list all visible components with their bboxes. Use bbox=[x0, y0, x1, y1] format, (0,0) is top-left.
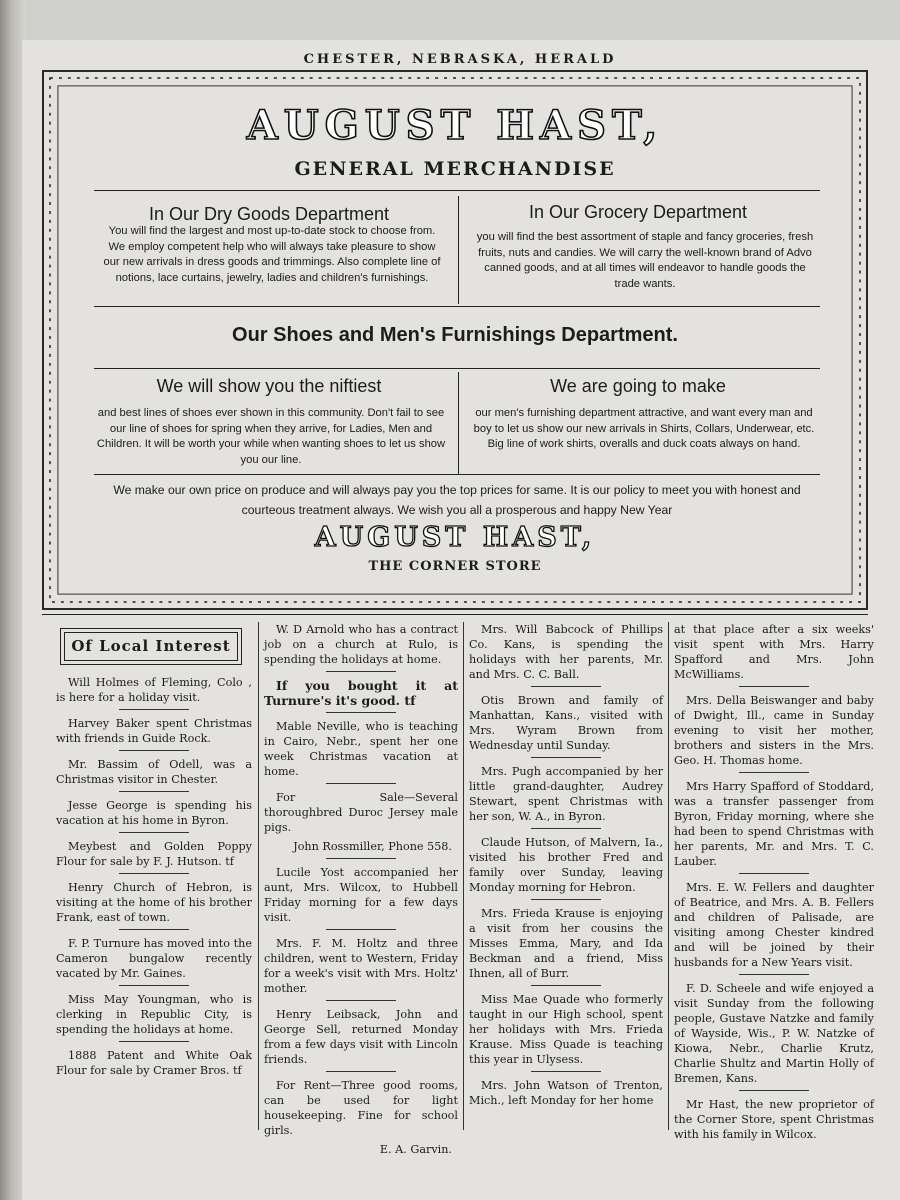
news-item: Claude Hutson, of Malvern, Ia., visited his brother Fred and family over Sunday, leaving Monday morning for Hebron. bbox=[469, 836, 663, 894]
item-separator bbox=[119, 709, 189, 710]
grocery-body: you will find the best assortment of staple and fancy groceries, fresh fruits, nuts and candies. We will carry the well-known brand of Advo canned goods, and at all times will endeavor to handle goods the trade wants. bbox=[476, 231, 814, 290]
news-item: Mrs. F. M. Holtz and three children, went to Western, Friday for a week's visit with Mrs. Holtz' mother. bbox=[264, 937, 458, 995]
item-separator bbox=[119, 985, 189, 986]
item-separator bbox=[739, 686, 809, 687]
news-item: Mrs. Will Babcock of Phillips Co. Kans, is spending the holidays with her parents, Mr. and Mrs. C. C. Ball. bbox=[469, 623, 663, 681]
item-separator bbox=[531, 985, 601, 986]
item-separator bbox=[739, 873, 809, 874]
news-item: If you bought it at Turnure's it's good. tf bbox=[264, 678, 458, 708]
item-separator bbox=[326, 1000, 396, 1001]
column-rule bbox=[668, 622, 669, 1130]
item-separator bbox=[119, 929, 189, 930]
news-item: Mrs Harry Spafford of Stoddard, was a transfer passenger from Byron, Friday morning, where she had been to spend Christmas with her parents, Mr. and Mrs. T. C. Lauber. bbox=[674, 780, 874, 868]
item-separator bbox=[326, 783, 396, 784]
section-rule bbox=[42, 614, 868, 615]
news-item: 1888 Patent and White Oak Flour for sale by Cramer Bros. tf bbox=[56, 1049, 252, 1077]
column-divider bbox=[458, 196, 459, 304]
news-item: Mrs. Pugh accompanied by her little grand-daughter, Audrey Stewart, spent Christmas with her son, W. A., in Byron. bbox=[469, 765, 663, 823]
item-separator bbox=[119, 1041, 189, 1042]
shoes-heading: We will show you the niftiest bbox=[156, 376, 382, 396]
item-separator bbox=[119, 750, 189, 751]
dry-goods-body: You will find the largest and most up-to-date stock to choose from. We employ competent help who will always take pleasure to show our new arrivals in dress goods and trimmings. Also complete line of notions, lace curtains, jewelry, ladies and children's furnishings. bbox=[103, 225, 441, 284]
news-item: W. D Arnold who has a contract job on a church at Rulo, is spending the holidays at home. bbox=[264, 623, 458, 666]
item-separator bbox=[119, 791, 189, 792]
news-item: Mr Hast, the new proprietor of the Corner Store, spent Christmas with his family in Wilcox. bbox=[674, 1098, 874, 1141]
column-rule bbox=[258, 622, 259, 1130]
column-divider bbox=[458, 372, 459, 474]
news-item: Mrs. Frieda Krause is enjoying a visit from her cousins the Misses Emma, Mary, and Ida Beckman and a friend, Miss Ihnen, all of Burr. bbox=[469, 907, 663, 980]
news-item: Mrs. John Watson of Trenton, Mich., left Monday for her home bbox=[469, 1079, 663, 1107]
ad-title: AUGUST HAST, bbox=[246, 102, 664, 149]
item-separator bbox=[326, 929, 396, 930]
grocery-heading: In Our Grocery Department bbox=[528, 202, 748, 222]
ad-subtitle: GENERAL MERCHANDISE bbox=[294, 158, 616, 180]
mens-furnishing-heading: We are going to make bbox=[550, 376, 726, 396]
news-item-signature: E. A. Garvin. bbox=[379, 1143, 452, 1156]
divider-line bbox=[94, 368, 820, 369]
news-item: F. P. Turnure has moved into the Cameron bungalow recently vacated by Mr. Gaines. bbox=[56, 937, 252, 980]
item-separator bbox=[739, 974, 809, 975]
item-separator bbox=[739, 1090, 809, 1091]
newspaper-masthead: CHESTER, NEBRASKA, HERALD bbox=[303, 52, 617, 67]
advertisement-box bbox=[42, 70, 868, 610]
item-separator bbox=[326, 671, 396, 672]
news-item: Otis Brown and family of Manhattan, Kans., visited with Mrs. Wyram Brown from Wednesday until Sunday. bbox=[469, 694, 663, 752]
item-separator bbox=[531, 899, 601, 900]
item-separator bbox=[326, 1071, 396, 1072]
news-item: Miss May Youngman, who is clerking in Republic City, is spending the holidays at home. bbox=[56, 993, 252, 1036]
local-interest-header bbox=[60, 628, 242, 665]
ad-closing-text: We make our own price on produce and will always pay you the top prices for same. It is our policy to meet you with honest and courteous treatment always. We wish you all a prosperous and happy New Year bbox=[113, 483, 801, 517]
ad-footer-subtitle: THE CORNER STORE bbox=[368, 559, 542, 574]
item-separator bbox=[531, 757, 601, 758]
news-item: at that place after a six weeks' visit spent with Mrs. Harry Spafford and Mrs. John McWilliams. bbox=[674, 623, 874, 681]
news-item: Mable Neville, who is teaching in Cairo, Nebr., spent her one week Christmas vacation at home. bbox=[264, 720, 458, 778]
news-item: Henry Leibsack, John and George Sell, returned Monday from a few days visit with Lincoln friends. bbox=[264, 1008, 458, 1066]
item-separator bbox=[531, 1071, 601, 1072]
divider-line bbox=[94, 474, 820, 475]
news-item-signature: John Rossmiller, Phone 558. bbox=[293, 840, 452, 853]
item-separator bbox=[739, 772, 809, 773]
column-rule bbox=[463, 622, 464, 1130]
news-column-1 bbox=[56, 622, 252, 1082]
item-separator bbox=[531, 686, 601, 687]
news-item: Mr. Bassim of Odell, was a Christmas visitor in Chester. bbox=[56, 758, 252, 786]
mens-furnishing-body: our men's furnishing department attractive, and want every man and boy to let us show our new arrivals in Shirts, Collars, Underwear, etc. Big line of work shirts, overalls and duck coats always on hand. bbox=[473, 407, 815, 450]
news-column-3 bbox=[469, 622, 663, 1112]
news-item: Miss Mae Quade who formerly taught in our High school, spent her holidays with Mrs. Frieda Krause. Miss Quade is teaching this year in Ulysess. bbox=[469, 993, 663, 1066]
shoes-department-heading: Our Shoes and Men's Furnishings Department. bbox=[232, 324, 678, 346]
news-item: Harvey Baker spent Christmas with friends in Guide Rock. bbox=[56, 717, 252, 745]
news-item: F. D. Scheele and wife enjoyed a visit Sunday from the following people, Gustave Natzke and family of Wayside, Wis., P. W. Natzke of Kiowa, Nebr., Charlie Krutz, Charlie Shultz and Martin Holly of Bremen, Kans. bbox=[674, 982, 874, 1085]
news-item: Will Holmes of Fleming, Colo , is here for a holiday visit. bbox=[56, 676, 252, 704]
item-separator bbox=[531, 828, 601, 829]
news-item: Meybest and Golden Poppy Flour for sale by F. J. Hutson. tf bbox=[56, 840, 252, 868]
news-item: Jesse George is spending his vacation at his home in Byron. bbox=[56, 799, 252, 827]
news-item: Mrs. Della Beiswanger and baby of Dwight, Ill., came in Sunday evening to visit her mother, brothers and sisters in the Mrs. Geo. H. Thomas home. bbox=[674, 694, 874, 767]
item-separator bbox=[119, 873, 189, 874]
item-separator bbox=[119, 832, 189, 833]
news-column-4 bbox=[674, 622, 874, 1146]
dry-goods-heading: In Our Dry Goods Department bbox=[148, 204, 390, 224]
divider-line bbox=[94, 306, 820, 307]
news-column-2 bbox=[264, 622, 458, 1161]
news-item: Henry Church of Hebron, is visiting at the home of his brother Frank, east of town. bbox=[56, 881, 252, 924]
shoes-body: and best lines of shoes ever shown in this community. Don't fail to see our line of shoes for spring when they arrive, for Ladies, Men and Children. It will be worth your while when wanting shoes to let us show you our line. bbox=[96, 407, 446, 466]
news-item: For Rent—Three good rooms, can be used for light housekeeping. Fine for school girls. bbox=[264, 1079, 458, 1137]
item-separator bbox=[326, 858, 396, 859]
news-item: Mrs. E. W. Fellers and daughter of Beatrice, and Mrs. A. B. Fellers and children of Palisade, are visiting among Chester kindred and will be joined by their husbands for a New Years visit. bbox=[674, 881, 874, 969]
divider-line bbox=[94, 190, 820, 191]
news-item: Lucile Yost accompanied her aunt, Mrs. Wilcox, to Hubbell Friday morning for a few days visit. bbox=[264, 866, 458, 924]
local-interest-title: Of Local Interest bbox=[64, 632, 238, 661]
news-item: For Sale—Several thoroughbred Duroc Jersey male pigs. bbox=[264, 791, 458, 834]
ad-footer-title: AUGUST HAST, bbox=[314, 522, 596, 553]
item-separator bbox=[326, 712, 396, 713]
